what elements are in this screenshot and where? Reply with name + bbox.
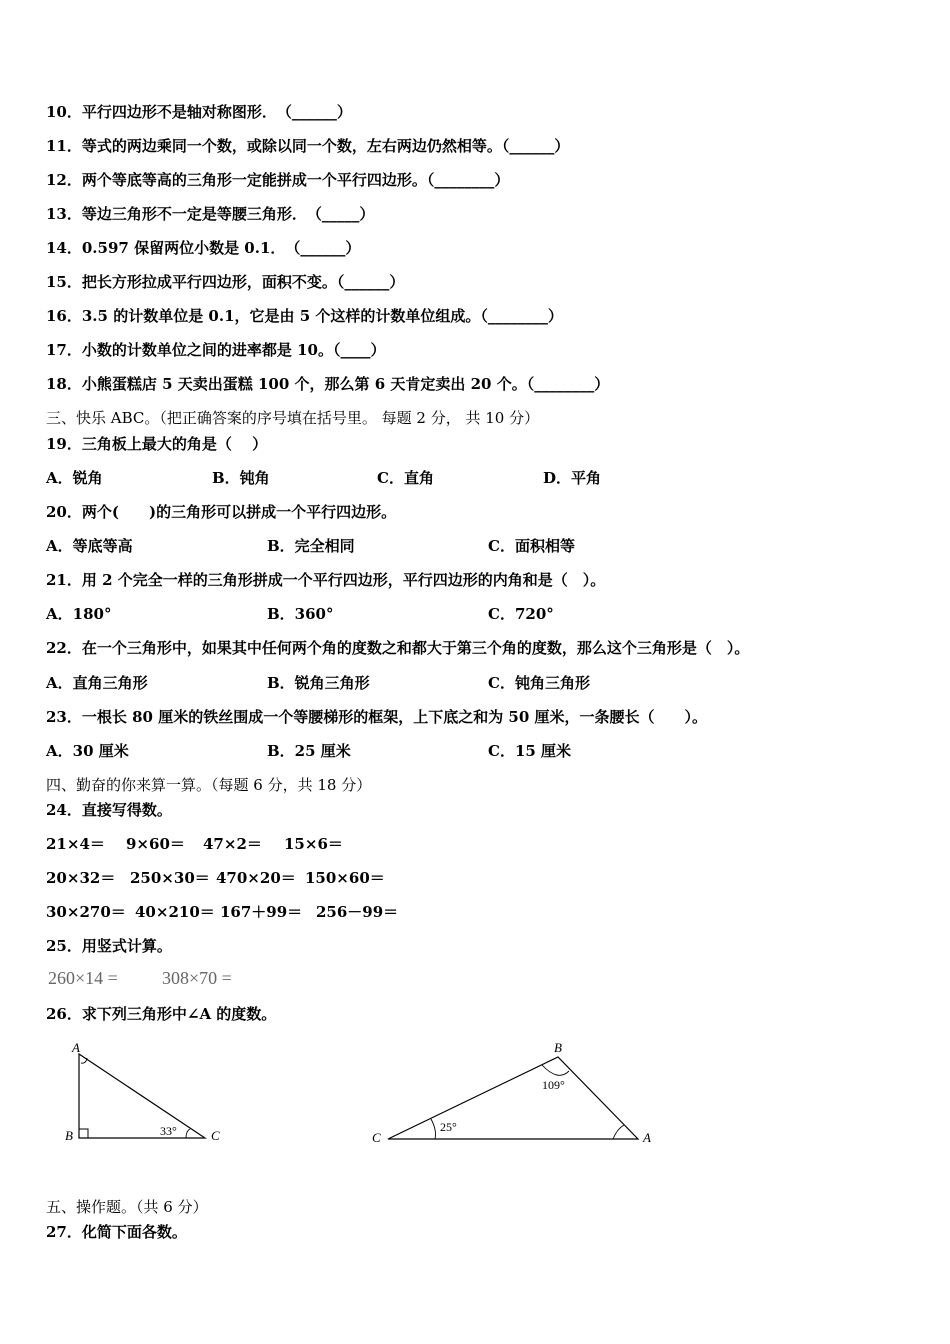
- question-21: 21．用 2 个完全一样的三角形拼成一个平行四边形，平行四边形的内角和是（ ）。: [46, 571, 606, 589]
- vertex-c-label: C: [211, 1128, 220, 1143]
- question-24: 24．直接写得数。: [46, 801, 172, 819]
- question-13: 13．等边三角形不一定是等腰三角形． （_____）: [46, 205, 375, 223]
- calc-item: 256－99＝: [316, 903, 399, 921]
- vertex-b-label: B: [554, 1040, 562, 1055]
- triangle-1-shape: [79, 1054, 205, 1138]
- section-5-heading: 五、操作题。（共 6 分）: [46, 1198, 208, 1216]
- q22-option-b: B．锐角三角形: [267, 674, 370, 692]
- vertex-a-label: A: [643, 1130, 651, 1145]
- question-16: 16．3.5 的计数单位是 0.1，它是由 5 个这样的计数单位组成。（________）: [46, 307, 563, 325]
- calc-item: 30×270＝: [46, 903, 126, 921]
- question-15: 15．把长方形拉成平行四边形，面积不变。（______）: [46, 273, 405, 291]
- calc-item: 470×20＝: [216, 869, 296, 887]
- question-22: 22．在一个三角形中，如果其中任何两个角的度数之和都大于第三个角的度数，那么这个三角形是（ ）。: [46, 639, 750, 657]
- angle-c-arc: [186, 1129, 190, 1138]
- angle-a-arc: [613, 1125, 624, 1139]
- question-25: 25．用竖式计算。: [46, 937, 172, 955]
- q20-option-a: A．等底等高: [46, 537, 133, 555]
- q21-option-b: B．360°: [267, 605, 334, 623]
- q19-option-a: A．锐角: [46, 469, 103, 487]
- calc-item: 150×60＝: [305, 869, 385, 887]
- calc-item: 15×6＝: [284, 835, 343, 853]
- question-14: 14．0.597 保留两位小数是 0.1． （______）: [46, 239, 361, 257]
- question-23: 23．一根长 80 厘米的铁丝围成一个等腰梯形的框架，上下底之和为 50 厘米，一条腰长（ ）。: [46, 708, 708, 726]
- calc-item: 40×210＝: [135, 903, 215, 921]
- question-20: 20．两个( )的三角形可以拼成一个平行四边形。: [46, 503, 397, 521]
- question-19: 19．三角板上最大的角是（ ）: [46, 435, 268, 453]
- q21-option-a: A．180°: [46, 605, 112, 623]
- calc-item: 20×32＝: [46, 869, 116, 887]
- calc-item: 21×4＝: [46, 835, 105, 853]
- vertical-calc-item: 260×14 =: [48, 968, 118, 988]
- calc-item: 250×30＝: [130, 869, 210, 887]
- calc-item: 47×2＝: [203, 835, 262, 853]
- triangle-figure-2: [368, 1038, 668, 1158]
- vertex-b-label: B: [65, 1128, 73, 1143]
- q19-option-d: D．平角: [543, 469, 602, 487]
- q20-option-b: B．完全相同: [267, 537, 355, 555]
- q19-option-c: C．直角: [377, 469, 434, 487]
- calc-item: 167＋99＝: [220, 903, 303, 921]
- vertical-calc-item: 308×70 =: [162, 968, 232, 988]
- q20-option-c: C．面积相等: [488, 537, 575, 555]
- angle-c-arc: [431, 1119, 436, 1139]
- q22-option-c: C．钝角三角形: [488, 674, 590, 692]
- triangle-figure-1: [60, 1038, 230, 1148]
- question-18: 18．小熊蛋糕店 5 天卖出蛋糕 100 个，那么第 6 天肯定卖出 20 个。（________）: [46, 375, 610, 393]
- q23-option-a: A．30 厘米: [46, 742, 129, 760]
- angle-b-arc: [542, 1065, 569, 1075]
- section-3-heading: 三、快乐 ABC。（把正确答案的序号填在括号里。 每题 2 分， 共 10 分）: [46, 409, 540, 427]
- angle-c-label: 25°: [440, 1120, 457, 1134]
- vertex-c-label: C: [372, 1130, 381, 1145]
- question-27: 27．化简下面各数。: [46, 1223, 187, 1241]
- question-26: 26．求下列三角形中∠A 的度数。: [46, 1005, 277, 1023]
- section-4-heading: 四、勤奋的你来算一算。（每题 6 分，共 18 分）: [46, 776, 372, 794]
- calc-item: 9×60＝: [126, 835, 185, 853]
- right-angle-mark: [79, 1129, 88, 1138]
- q23-option-c: C．15 厘米: [488, 742, 572, 760]
- q22-option-a: A．直角三角形: [46, 674, 148, 692]
- vertex-a-label: A: [72, 1040, 80, 1055]
- q21-option-c: C．720°: [488, 605, 554, 623]
- angle-b-label: 109°: [542, 1078, 565, 1092]
- question-12: 12．两个等底等高的三角形一定能拼成一个平行四边形。（________）: [46, 171, 510, 189]
- question-17: 17．小数的计数单位之间的进率都是 10。（____）: [46, 341, 386, 359]
- q19-option-b: B．钝角: [212, 469, 270, 487]
- question-11: 11．等式的两边乘同一个数，或除以同一个数，左右两边仍然相等。（______）: [46, 137, 570, 155]
- question-10: 10．平行四边形不是轴对称图形． （______）: [46, 103, 352, 121]
- angle-c-label: 33°: [160, 1124, 177, 1138]
- q23-option-b: B．25 厘米: [267, 742, 351, 760]
- triangle-2-shape: [388, 1057, 638, 1139]
